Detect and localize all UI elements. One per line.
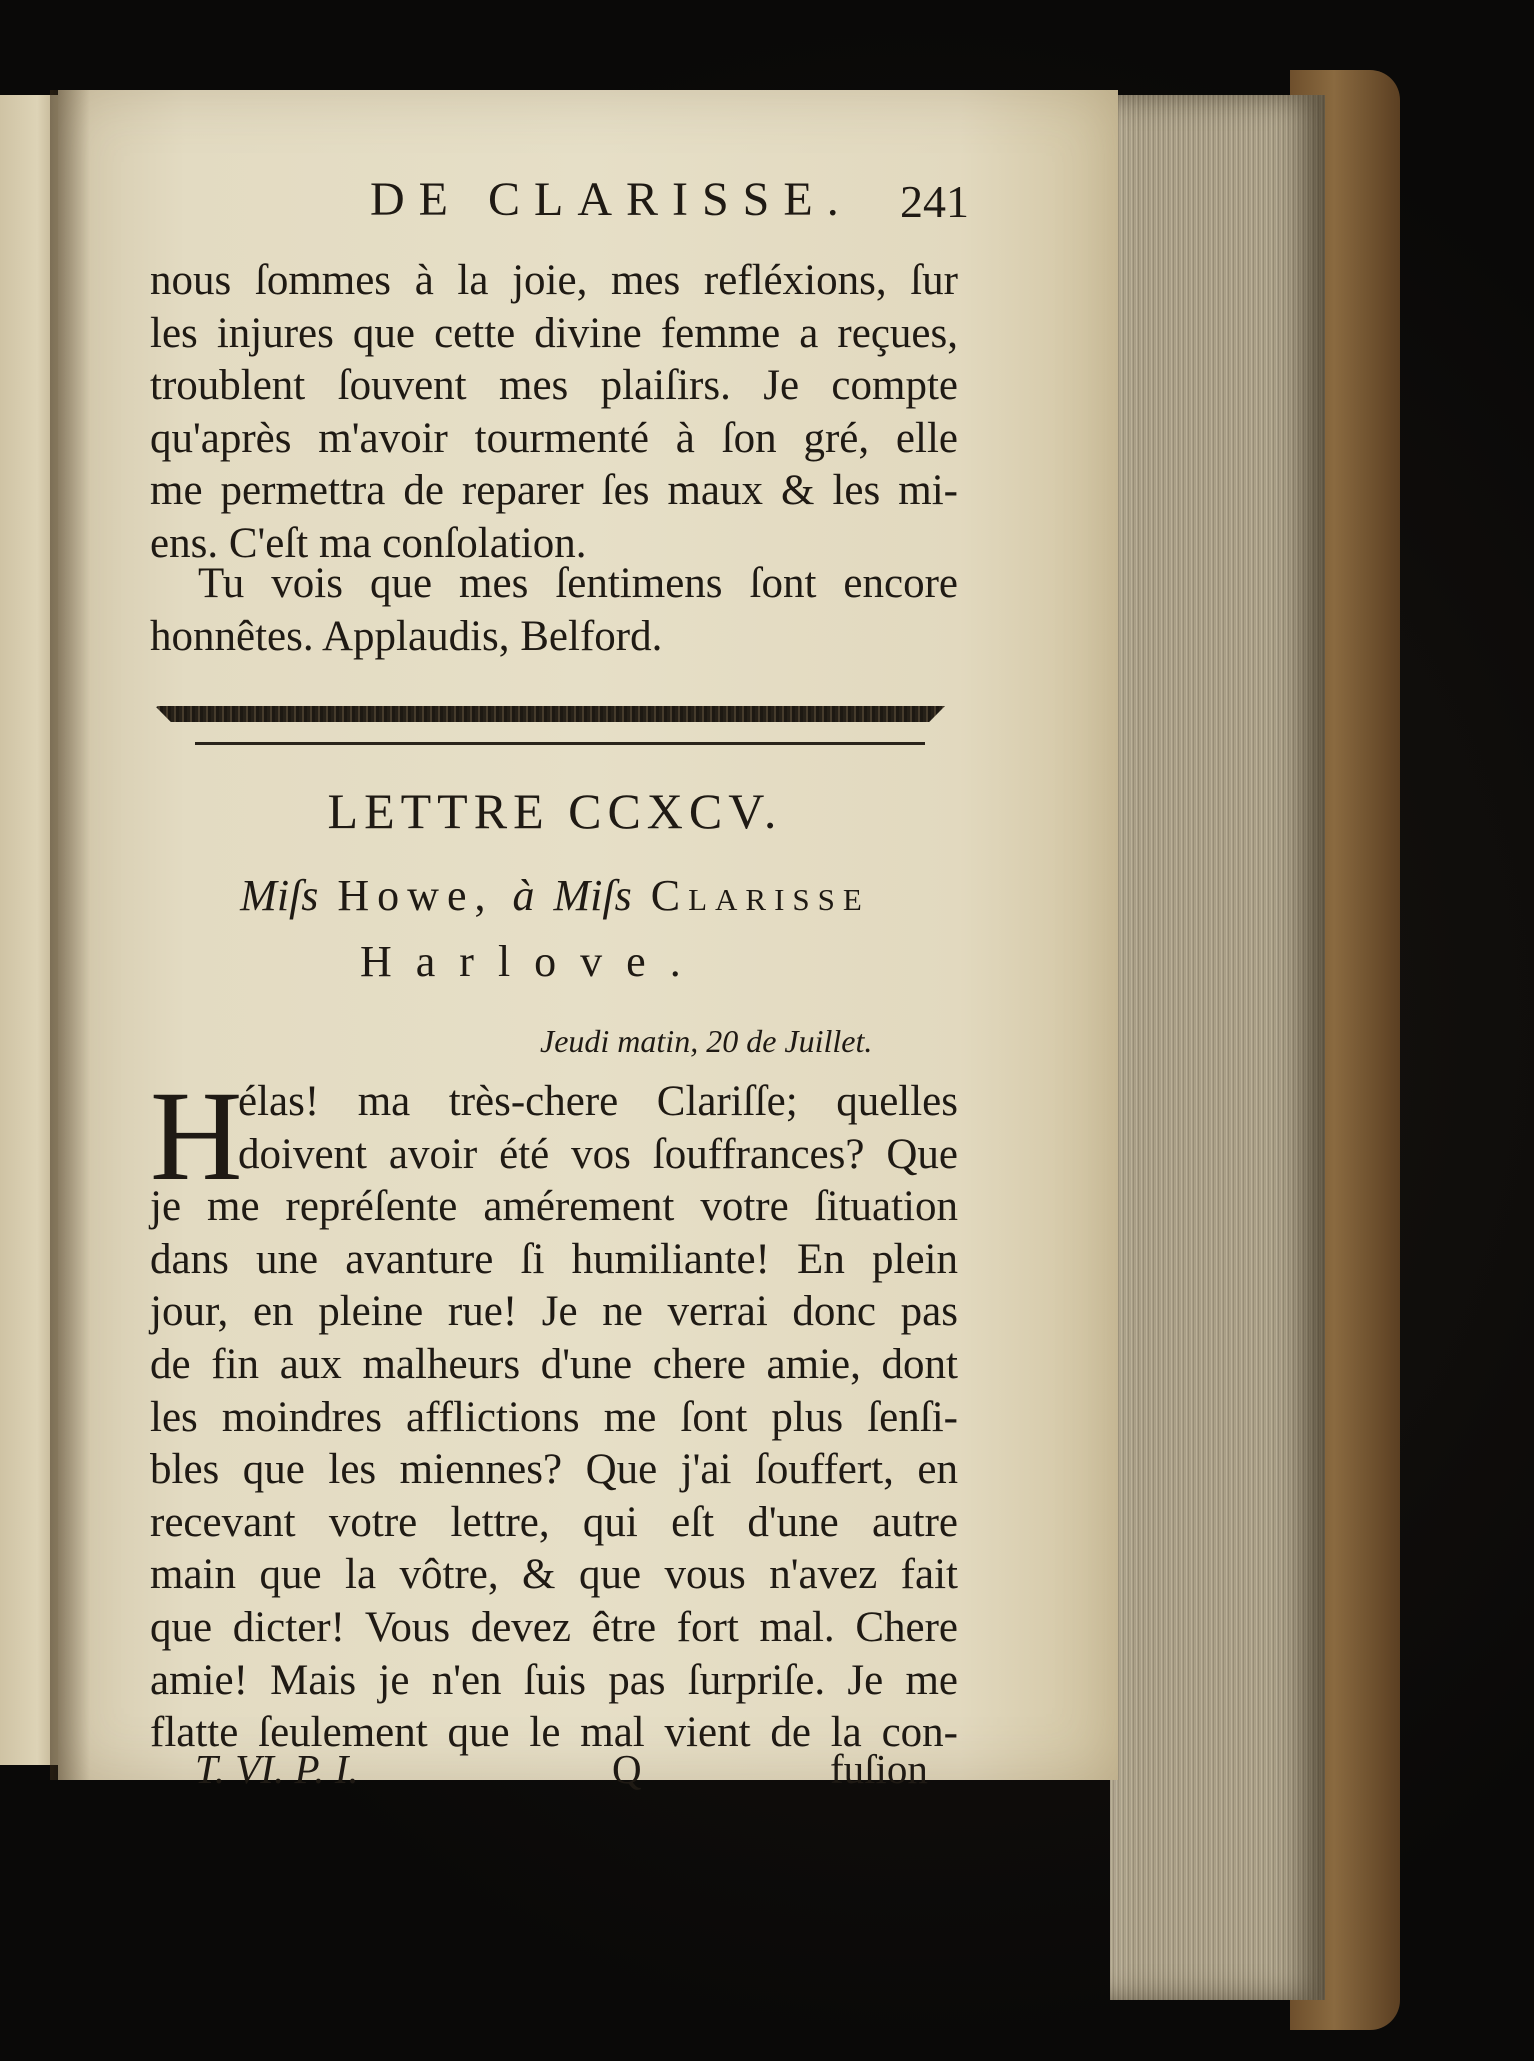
text-line: jour, en pleine rue! Je ne verrai donc pas	[150, 1288, 958, 1336]
continuation-paragraph	[150, 255, 958, 571]
signature-mark: T. VI. P. I.	[195, 1746, 359, 1792]
ornamental-band	[155, 706, 945, 722]
text-line: doivent avoir été vos ſouffrances? Que	[238, 1130, 958, 1178]
text-line: Tu vois que mes ſentimens ſont encore	[198, 560, 958, 607]
page-number: 241	[900, 176, 969, 227]
letter-address	[0, 870, 1110, 921]
text-line: les injures que cette divine femme a reçues,	[150, 309, 958, 357]
text-line: dans une avanture ſi humiliante! En plein	[150, 1235, 958, 1283]
text-line: nous ſommes à la joie, mes refléxions, ſur	[150, 257, 958, 304]
text-line: amie! Mais je n'en ſuis pas ſurpriſe. Je me	[150, 1656, 958, 1704]
text-line: je me repréſente amérement votre ſituation	[150, 1183, 958, 1231]
recipient-last-name: Harlove.	[360, 937, 705, 986]
divider-rule	[195, 742, 925, 745]
text-line: élas! ma très-chere Clariſſe; quelles	[238, 1078, 958, 1125]
letter-body	[150, 1076, 958, 1760]
miss-label: Miſs	[553, 871, 632, 920]
miss-label: Miſs	[240, 871, 319, 920]
text-line: bles que les miennes? Que j'ai ſouffert, en	[150, 1446, 958, 1494]
running-head: DE CLARISSE.	[370, 173, 853, 226]
text-line: ens. C'eſt ma conſolation.	[150, 519, 587, 567]
text-line: main que la vôtre, & que vous n'avez fait	[150, 1551, 958, 1599]
text-line: me permettra de reparer ſes maux & les mi-	[150, 467, 958, 515]
sender-name: Howe,	[337, 871, 494, 920]
text-line: que dicter! Vous devez être fort mal. Chere	[150, 1603, 958, 1651]
text-line: de fin aux malheurs d'une chere amie, dont	[150, 1340, 958, 1388]
preposition: à	[512, 871, 535, 920]
text-line: troublent ſouvent mes plaiſirs. Je compte	[150, 362, 958, 410]
text-line: qu'après m'avoir tourmenté à ſon gré, elle	[150, 414, 958, 462]
catchword: fuſion	[830, 1746, 928, 1792]
text-line: flatte ſeulement que le mal vient de la con-	[150, 1709, 958, 1757]
letter-dateline: Jeudi matin, 20 de Juillet.	[540, 1023, 873, 1059]
text-line: recevant votre lettre, qui eſt d'une autre	[150, 1498, 958, 1546]
text-line: honnêtes. Applaudis, Belford.	[150, 612, 663, 660]
text-line: les moindres afflictions me ſont plus ſenſi-	[150, 1393, 958, 1441]
signature-letter: Q	[612, 1746, 642, 1792]
drop-cap: H	[150, 1065, 243, 1207]
letter-heading: LETTRE CCXCV.	[327, 783, 783, 839]
recipient-first-name: Clarisse	[650, 871, 870, 920]
closing-paragraph	[150, 558, 958, 663]
